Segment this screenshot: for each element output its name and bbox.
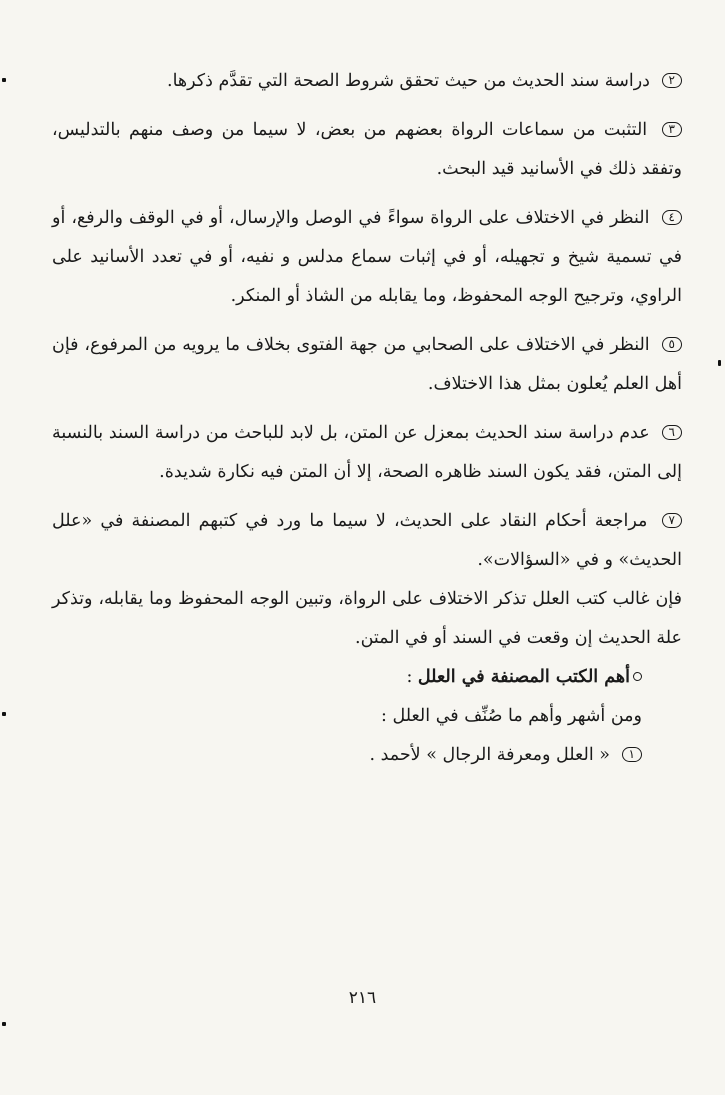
list-item — [52, 414, 682, 492]
page-number: ٢١٦ — [348, 988, 377, 1008]
item-text: النظر في الاختلاف على الصحابي من جهة الفتوى بخلاف ما يرويه من المرفوع، فإن أهل العلم يُعلون بمثل هذا الاختلاف. — [52, 335, 682, 394]
item-number: ٧ — [662, 513, 682, 528]
item-number: ٣ — [662, 122, 682, 137]
intro-line: ومن أشهر وأهم ما صُنِّف في العلل : — [380, 706, 642, 726]
item-text: دراسة سند الحديث من حيث تحقق شروط الصحة التي تقدَّم ذكرها. — [167, 71, 650, 91]
scan-mark — [718, 360, 721, 366]
scan-mark — [2, 712, 6, 716]
item-text: التثبت من سماعات الرواة بعضهم من بعض، لا سيما من وصف منهم بالتدليس، وتفقد ذلك في الأسانيد قيد البحث. — [52, 120, 682, 179]
body-paragraph: فإن غالب كتب العلل تذكر الاختلاف على الرواة، وتبين الوجه المحفوظ وما يقابله، وتذكر علة الحديث إن وقعت في السند أو في المتن. — [52, 589, 682, 648]
item-number: ٥ — [662, 337, 682, 352]
list-item — [52, 326, 682, 404]
list-item — [52, 62, 682, 101]
heading-text: أهم الكتب المصنفة في العلل — [417, 667, 630, 687]
item-number: ٤ — [662, 210, 682, 225]
list-item — [52, 736, 682, 775]
section-heading — [52, 658, 682, 697]
item-text: « العلل ومعرفة الرجال » لأحمد . — [369, 745, 610, 765]
list-item — [52, 111, 682, 189]
heading-colon: : — [406, 667, 418, 687]
page-body — [52, 62, 682, 775]
scan-mark — [2, 78, 6, 82]
scan-mark — [2, 1022, 6, 1026]
item-text: مراجعة أحكام النقاد على الحديث، لا سيما ما ورد في كتبهم المصنفة في «علل الحديث» و في «السؤالات». — [52, 511, 682, 570]
list-item — [52, 199, 682, 316]
list-item — [52, 502, 682, 580]
item-number: ٢ — [662, 73, 682, 88]
circle-bullet-icon — [633, 672, 642, 681]
item-number: ٦ — [662, 425, 682, 440]
item-text: عدم دراسة سند الحديث بمعزل عن المتن، بل لابد للباحث من دراسة السند بالنسبة إلى المتن، فقد يكون السند ظاهره الصحة، إلا أن المتن فيه نكارة شديدة. — [52, 423, 682, 482]
item-number: ١ — [622, 747, 642, 762]
item-text: النظر في الاختلاف على الرواة سواءً في الوصل والإرسال، أو في الوقف والرفع، أو في تسمية شيخ و تجهيله، أو في إثبات سماع مدلس و نفيه، أو في تعدد الأسانيد على الراوي، وترجيح الوجه المحفوظ، وما يقابله من الشاذ أو المنكر. — [52, 208, 682, 306]
